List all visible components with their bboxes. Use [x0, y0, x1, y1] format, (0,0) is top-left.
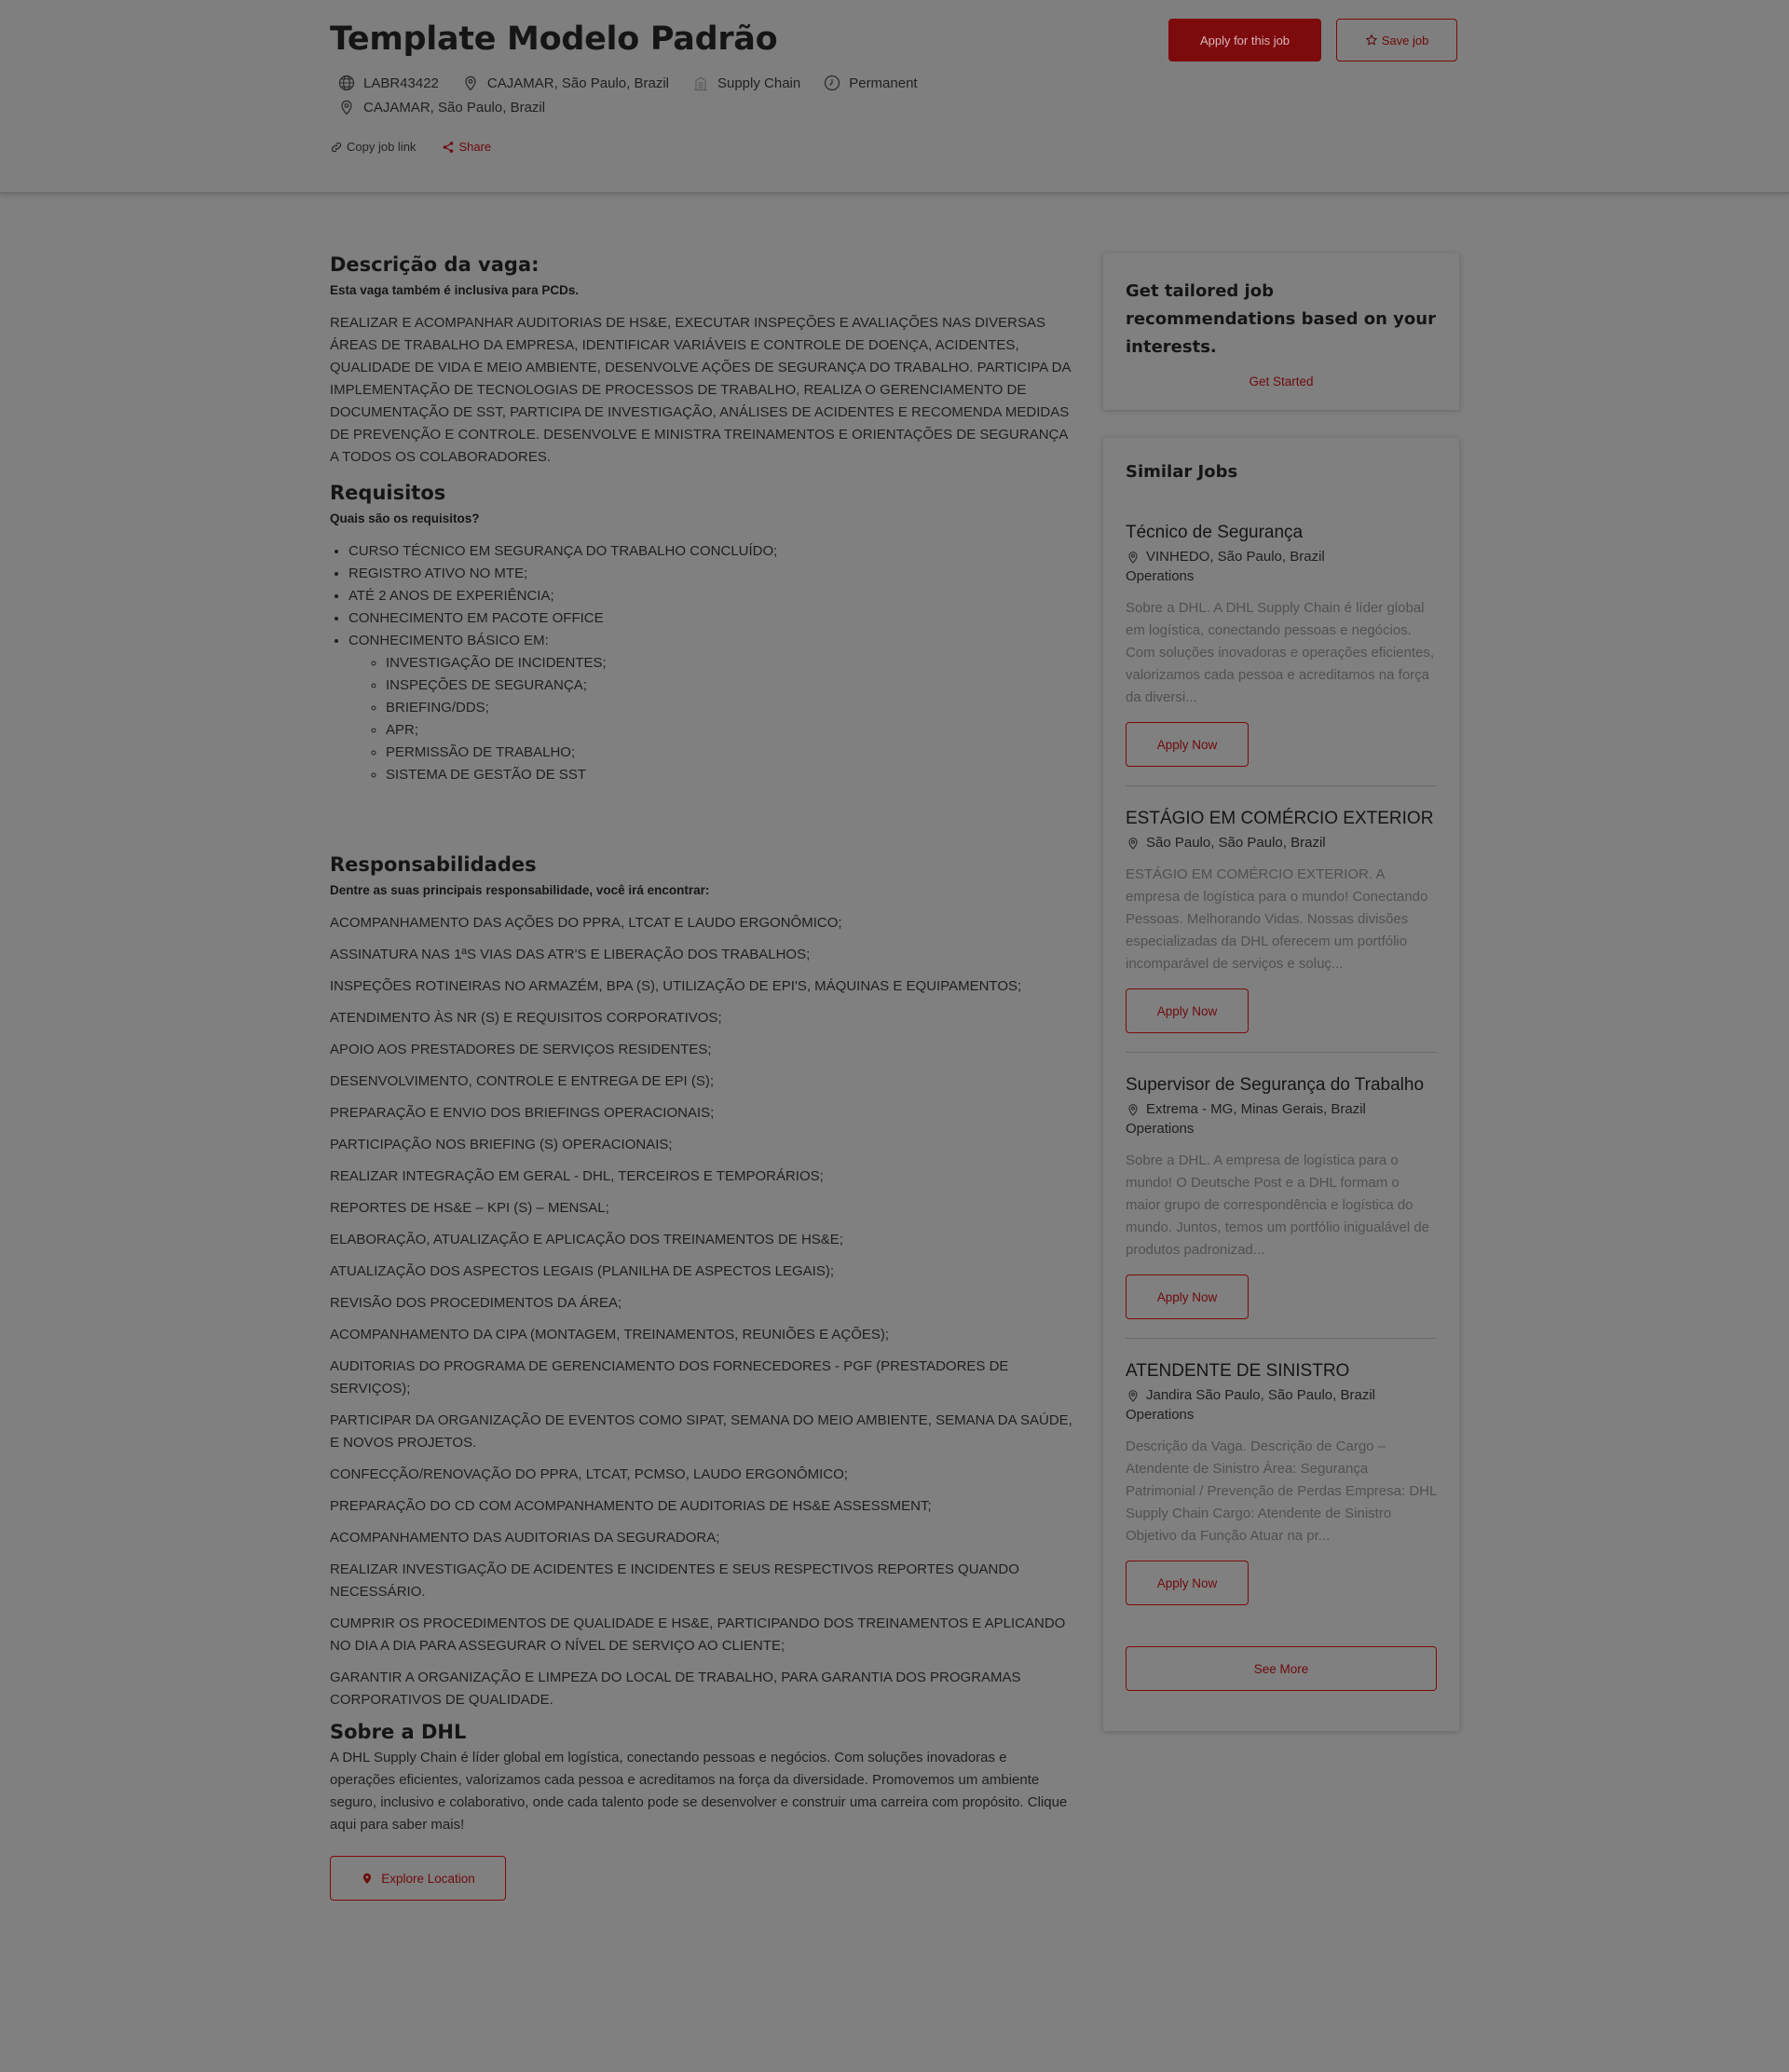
list-item: ◦ INVESTIGAÇÃO DE INCIDENTES; [386, 652, 1075, 675]
similar-job-category: Operations [1126, 568, 1195, 584]
similar-job-location-text: Extrema - MG, Minas Gerais, Brazil [1146, 1101, 1366, 1117]
job-meta-row [337, 74, 940, 92]
location-pin-icon [1126, 836, 1140, 851]
see-more-button[interactable]: See More [1126, 1646, 1437, 1691]
list-item: ◦ PERMISSÃO DE TRABALHO; [386, 742, 1075, 764]
location-pin-icon [1126, 1102, 1140, 1117]
list-item: ◦ BRIEFING/DDS; [386, 697, 1075, 719]
location-pin-icon [461, 74, 480, 92]
similar-job-location-text: Jandira São Paulo, São Paulo, Brazil [1146, 1387, 1375, 1403]
apply-now-button[interactable]: Apply Now [1126, 988, 1249, 1033]
similar-job-title[interactable]: Técnico de Segurança [1126, 523, 1304, 542]
apply-now-button[interactable]: Apply Now [1126, 1275, 1249, 1319]
similar-job-description: Sobre a DHL. A DHL Supply Chain é líder global em logística, conectando pessoas e negócios. Com soluções inovadoras e operações eficientes, valorizamos cada pessoa e acreditamos na força da diversi... [1126, 600, 1435, 705]
similar-job-description: Sobre a DHL. A empresa de logística para o mundo! O Deutsche Post e a DHL formam o maior grupo de correspondência e logística do mundo. Juntos, temos um portfólio inigualável de produtos padronizad... [1126, 1152, 1430, 1258]
requirements-subheading: Quais são os requisitos? [330, 511, 480, 525]
copy-job-link-label: Copy job link [347, 140, 417, 154]
job-category: Supply Chain [717, 75, 801, 91]
list-item: REALIZAR INVESTIGAÇÃO DE ACIDENTES E INCIDENTES E SEUS RESPECTIVOS REPORTES QUANDO NECESSÁRIO. [330, 1561, 1019, 1600]
similar-job-item [1126, 1075, 1437, 1339]
list-item: PREPARAÇÃO E ENVIO DOS BRIEFINGS OPERACIONAIS; [330, 1105, 715, 1121]
clock-icon [823, 74, 841, 92]
list-item: CUMPRIR OS PROCEDIMENTOS DE QUALIDADE E HS&E, PARTICIPANDO DOS TREINAMENTOS E APLICANDO NO DIA A DIA PARA ASSEGURAR O NÍVEL DE SERVIÇO AO CLIENTE; [330, 1615, 1066, 1654]
list-item: PARTICIPAÇÃO NOS BRIEFING (S) OPERACIONAIS; [330, 1137, 673, 1152]
apply-now-button[interactable]: Apply Now [1126, 722, 1249, 767]
location-pin-icon [337, 98, 356, 116]
similar-job-description: ESTÁGIO EM COMÉRCIO EXTERIOR. A empresa de logística para o mundo! Conectando Pessoas. Melhorando Vidas. Nossas divisões especializadas da DHL oferecem um portfólio incomparável de serviços e soluç... [1126, 866, 1428, 972]
recommendations-text: Get tailored job recommendations based on your interests. [1126, 281, 1436, 357]
save-job-button[interactable] [1336, 19, 1457, 61]
list-item: PREPARAÇÃO DO CD COM ACOMPANHAMENTO DE AUDITORIAS DE HS&E ASSESSMENT; [330, 1498, 932, 1514]
copy-job-link[interactable] [330, 140, 416, 154]
list-item [348, 630, 1075, 786]
job-meta-row-2 [337, 98, 567, 116]
list-item: PARTICIPAR DA ORGANIZAÇÃO DE EVENTOS COMO SIPAT, SEMANA DO MEIO AMBIENTE, SEMANA DA SAÚDE, E NOVOS PROJETOS. [330, 1412, 1072, 1451]
list-item: APOIO AOS PRESTADORES DE SERVIÇOS RESIDENTES; [330, 1042, 712, 1057]
list-item: ACOMPANHAMENTO DAS AUDITORIAS DA SEGURADORA; [330, 1530, 720, 1546]
responsibilities-subheading: Dentre as suas principais responsabilidade, você irá encontrar: [330, 883, 710, 897]
similar-job-title[interactable]: Supervisor de Segurança do Trabalho [1126, 1075, 1425, 1095]
building-icon [691, 74, 710, 92]
location-pin-icon [1126, 550, 1140, 565]
requirements-heading: Requisitos [330, 482, 446, 504]
similar-job-title[interactable]: ATENDENTE DE SINISTRO [1126, 1361, 1350, 1381]
list-item: CONFECÇÃO/RENOVAÇÃO DO PPRA, LTCAT, PCMSO, LAUDO ERGONÔMICO; [330, 1466, 848, 1482]
list-item: • CURSO TÉCNICO EM SEGURANÇA DO TRABALHO CONCLUÍDO; [348, 540, 1075, 563]
similar-job-item [1126, 809, 1437, 1053]
explore-location-label: Explore Location [381, 1871, 475, 1886]
similar-job-category: Operations [1126, 1407, 1195, 1423]
share-icon [442, 141, 455, 154]
apply-now-button[interactable]: Apply Now [1126, 1561, 1249, 1605]
list-item-label: CONHECIMENTO BÁSICO EM: [348, 633, 549, 648]
list-item: • ATÉ 2 ANOS DE EXPERIÊNCIA; [348, 585, 1075, 607]
share-link[interactable] [442, 140, 491, 154]
description-heading: Descrição da vaga: [330, 253, 539, 276]
requirements-sublist [348, 652, 1075, 786]
apply-for-job-button[interactable]: Apply for this job [1168, 19, 1321, 61]
similar-job-location [1126, 1387, 1437, 1403]
globe-icon [337, 74, 356, 92]
description-body: REALIZAR E ACOMPANHAR AUDITORIAS DE HS&E, EXECUTAR INSPEÇÕES E AVALIAÇÕES NAS DIVERSAS ÁREAS DE TRABALHO DA EMPRESA, IDENTIFICAR VARIÁVEIS E CONTROLE DE DOENÇA, ACIDENTES, QUALIDADE DE VIDA E MEIO AMBIENTE, DESENVOLVE AÇÕES DE SEGURANÇA DO TRABALHO. PARTICIPA DA IMPLEMENTAÇÃO DE TECNOLOGIAS DE PROCESSOS DE TRABALHO, REALIZA O GERENCIAMENTO DE DOCUMENTAÇÃO DE SST, PARTICIPA DE INVESTIGAÇÃO, ANÁLISES DE ACIDENTES E RECOMENDA MEDIDAS DE PREVENÇÃO E CONTROLE. DESENVOLVE E MINISTRA TREINAMENTOS E ORIENTAÇÕES DE SEGURANÇA A TODOS OS COLABORADORES. [330, 315, 1071, 465]
similar-job-location [1126, 1101, 1437, 1117]
responsibilities-list [330, 912, 1075, 1711]
similar-job-item [1126, 523, 1437, 786]
location-pin-icon [1126, 1388, 1140, 1403]
list-item: ◦ APR; [386, 719, 1075, 742]
share-label: Share [458, 140, 492, 154]
get-started-link[interactable]: Get Started [1249, 375, 1314, 388]
list-item: ATUALIZAÇÃO DOS ASPECTOS LEGAIS (PLANILHA DE ASPECTOS LEGAIS); [330, 1263, 835, 1279]
list-item: • REGISTRO ATIVO NO MTE; [348, 563, 1075, 585]
similar-job-location [1126, 549, 1437, 565]
save-job-label: Save job [1381, 33, 1429, 48]
location-pin-icon [361, 1872, 374, 1885]
explore-location-button[interactable] [330, 1856, 506, 1901]
list-item: REPORTES DE HS&E – KPI (S) – MENSAL; [330, 1200, 609, 1216]
similar-job-title[interactable]: ESTÁGIO EM COMÉRCIO EXTERIOR [1126, 809, 1434, 828]
list-item: ELABORAÇÃO, ATUALIZAÇÃO E APLICAÇÃO DOS TREINAMENTOS DE HS&E; [330, 1232, 843, 1247]
list-item: ACOMPANHAMENTO DA CIPA (MONTAGEM, TREINAMENTOS, REUNIÕES E AÇÕES); [330, 1327, 890, 1343]
job-type: Permanent [849, 75, 918, 91]
similar-job-location-text: São Paulo, São Paulo, Brazil [1146, 835, 1326, 851]
similar-jobs-heading: Similar Jobs [1126, 462, 1238, 482]
description-subheading: Esta vaga também é inclusiva para PCDs. [330, 283, 580, 297]
job-location: CAJAMAR, São Paulo, Brazil [486, 75, 669, 91]
list-item: INSPEÇÕES ROTINEIRAS NO ARMAZÉM, BPA (S), UTILIZAÇÃO DE EPI'S, MÁQUINAS E EQUIPAMENTOS; [330, 978, 1022, 994]
link-icon [330, 141, 343, 154]
star-icon [1365, 34, 1378, 47]
list-item: ACOMPANHAMENTO DAS AÇÕES DO PPRA, LTCAT E LAUDO ERGONÔMICO; [330, 915, 842, 931]
list-item: ASSINATURA NAS 1ªS VIAS DAS ATR'S E LIBERAÇÃO DOS TRABALHOS; [330, 947, 811, 962]
job-id: LABR43422 [363, 75, 439, 91]
list-item: ATENDIMENTO ÀS NR (S) E REQUISITOS CORPORATIVOS; [330, 1010, 722, 1026]
job-header [0, 0, 1789, 194]
page-title: Template Modelo Padrão [330, 20, 778, 58]
about-heading: Sobre a DHL [330, 1721, 467, 1743]
list-item: ◦ SISTEMA DE GESTÃO DE SST [386, 764, 1075, 786]
similar-job-category: Operations [1126, 1121, 1195, 1137]
list-item: ◦ INSPEÇÕES DE SEGURANÇA; [386, 675, 1075, 697]
job-location-secondary: CAJAMAR, São Paulo, Brazil [363, 99, 546, 116]
similar-job-description: Descrição da Vaga. Descrição de Cargo – Atendente de Sinistro Área: Segurança Patrimonial / Prevenção de Perdas Empresa: DHL Supply Chain Cargo: Atendente de Sinistro Objetivo da Função Atuar na pr... [1126, 1438, 1437, 1544]
job-description [330, 253, 1075, 1836]
list-item: • CONHECIMENTO EM PACOTE OFFICE [348, 607, 1075, 630]
similar-job-location [1126, 835, 1437, 851]
list-item: AUDITORIAS DO PROGRAMA DE GERENCIAMENTO DOS FORNECEDORES - PGF (PRESTADORES DE SERVIÇOS); [330, 1358, 1009, 1397]
list-item: DESENVOLVIMENTO, CONTROLE E ENTREGA DE EPI (S); [330, 1073, 715, 1089]
similar-job-location-text: VINHEDO, São Paulo, Brazil [1146, 549, 1325, 565]
similar-job-item [1126, 1361, 1437, 1624]
list-item: GARANTIR A ORGANIZAÇÃO E LIMPEZA DO LOCAL DE TRABALHO, PARA GARANTIA DOS PROGRAMAS CORPORATIVOS DE QUALIDADE. [330, 1670, 1021, 1708]
job-actions [330, 140, 491, 154]
about-body: A DHL Supply Chain é líder global em logística, conectando pessoas e negócios. Com soluções inovadoras e operações eficientes, valorizamos cada pessoa e acreditamos na força da diversidade. Promovemos um ambiente seguro, inclusivo e colaborativo, onde cada talento pode se desenvolver e construir uma carreira com propósito. Clique aqui para saber mais! [330, 1750, 1068, 1833]
similar-jobs-card [1103, 438, 1459, 1731]
responsibilities-heading: Responsabilidades [330, 853, 537, 876]
requirements-list [330, 540, 1075, 786]
recommendations-card [1103, 253, 1459, 410]
list-item: REALIZAR INTEGRAÇÃO EM GERAL - DHL, TERCEIROS E TEMPORÁRIOS; [330, 1168, 824, 1184]
list-item: REVISÃO DOS PROCEDIMENTOS DA ÁREA; [330, 1295, 622, 1311]
